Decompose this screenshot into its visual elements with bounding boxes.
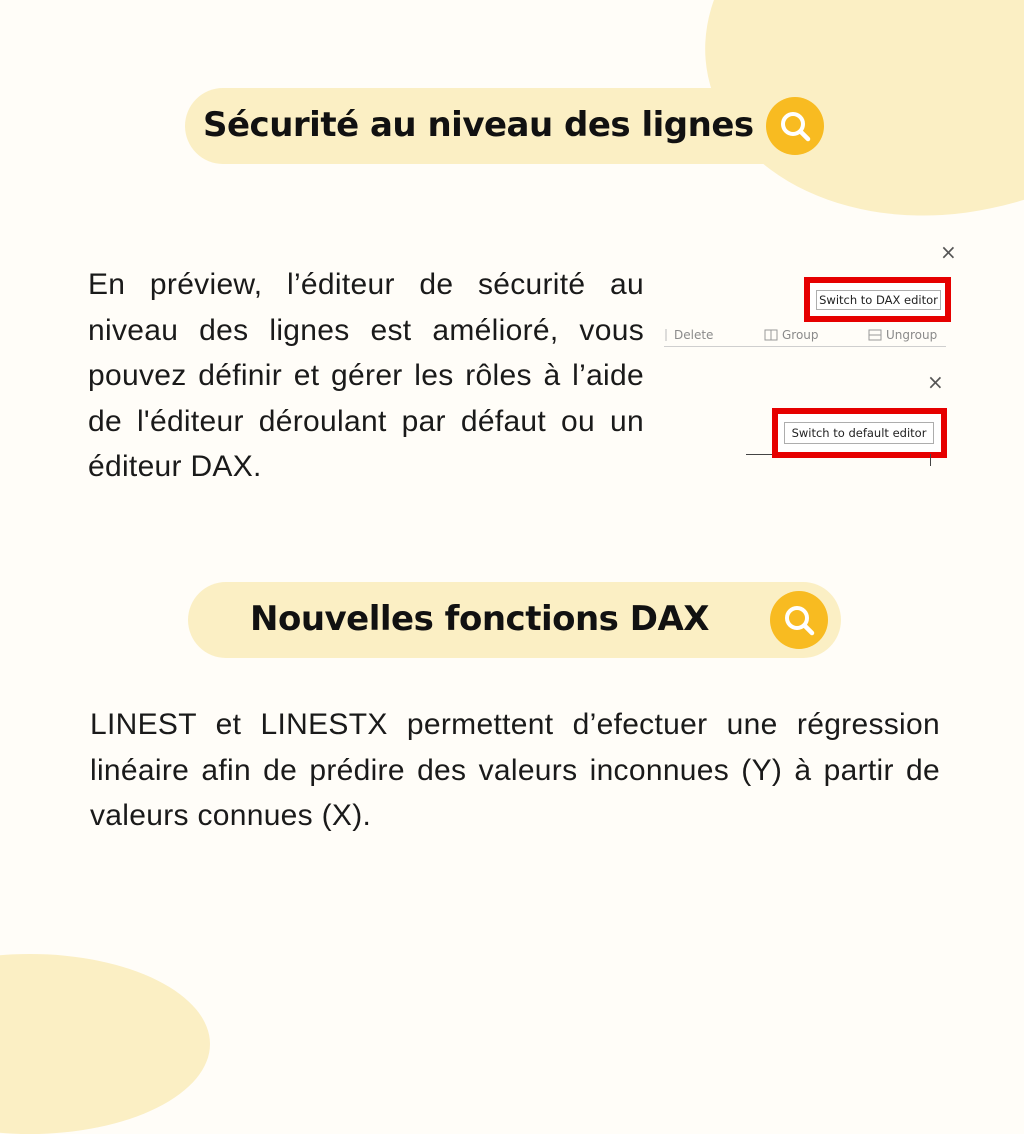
separator-icon: [664, 329, 670, 341]
dax-description: LINEST et LINESTX permettent d’efectuer une régression linéaire afin de prédire des valeurs inconnues (Y) à partir de valeurs connues (X).: [90, 708, 940, 832]
section-heading-dax: [188, 582, 841, 658]
toolbar-delete-label: Delete: [674, 328, 714, 342]
toolbar-delete[interactable]: [664, 328, 713, 342]
section-heading-security: [185, 88, 837, 164]
close-icon: ×: [927, 370, 944, 394]
group-icon: [764, 329, 778, 341]
toolbar-group-label: Group: [782, 328, 819, 342]
highlight-box: [772, 408, 947, 458]
toolbar-ungroup[interactable]: [868, 328, 937, 342]
search-icon: [766, 97, 824, 155]
section-title: Sécurité au niveau des lignes: [203, 105, 754, 145]
toolbar-group[interactable]: [764, 328, 819, 342]
security-description: En préview, l’éditeur de sécurité au niveau des lignes est amélioré, vous pouvez définir et gérer les rôles à l’aide de l'éditeur déroulant par défaut ou un éditeur DAX.: [88, 268, 644, 483]
search-icon: [770, 591, 828, 649]
divider: [930, 454, 931, 466]
ungroup-icon: [868, 329, 882, 341]
editor-screenshot: [660, 236, 960, 476]
switch-to-default-editor-button[interactable]: Switch to default editor: [784, 422, 934, 444]
role-toolbar: [664, 326, 946, 347]
toolbar-ungroup-label: Ungroup: [886, 328, 938, 342]
section-title: Nouvelles fonctions DAX: [250, 599, 709, 639]
decorative-blob-bottom-left: [0, 954, 210, 1134]
highlight-box: [804, 277, 951, 322]
switch-to-dax-editor-button[interactable]: Switch to DAX editor: [816, 290, 941, 310]
close-icon: ×: [940, 240, 957, 264]
